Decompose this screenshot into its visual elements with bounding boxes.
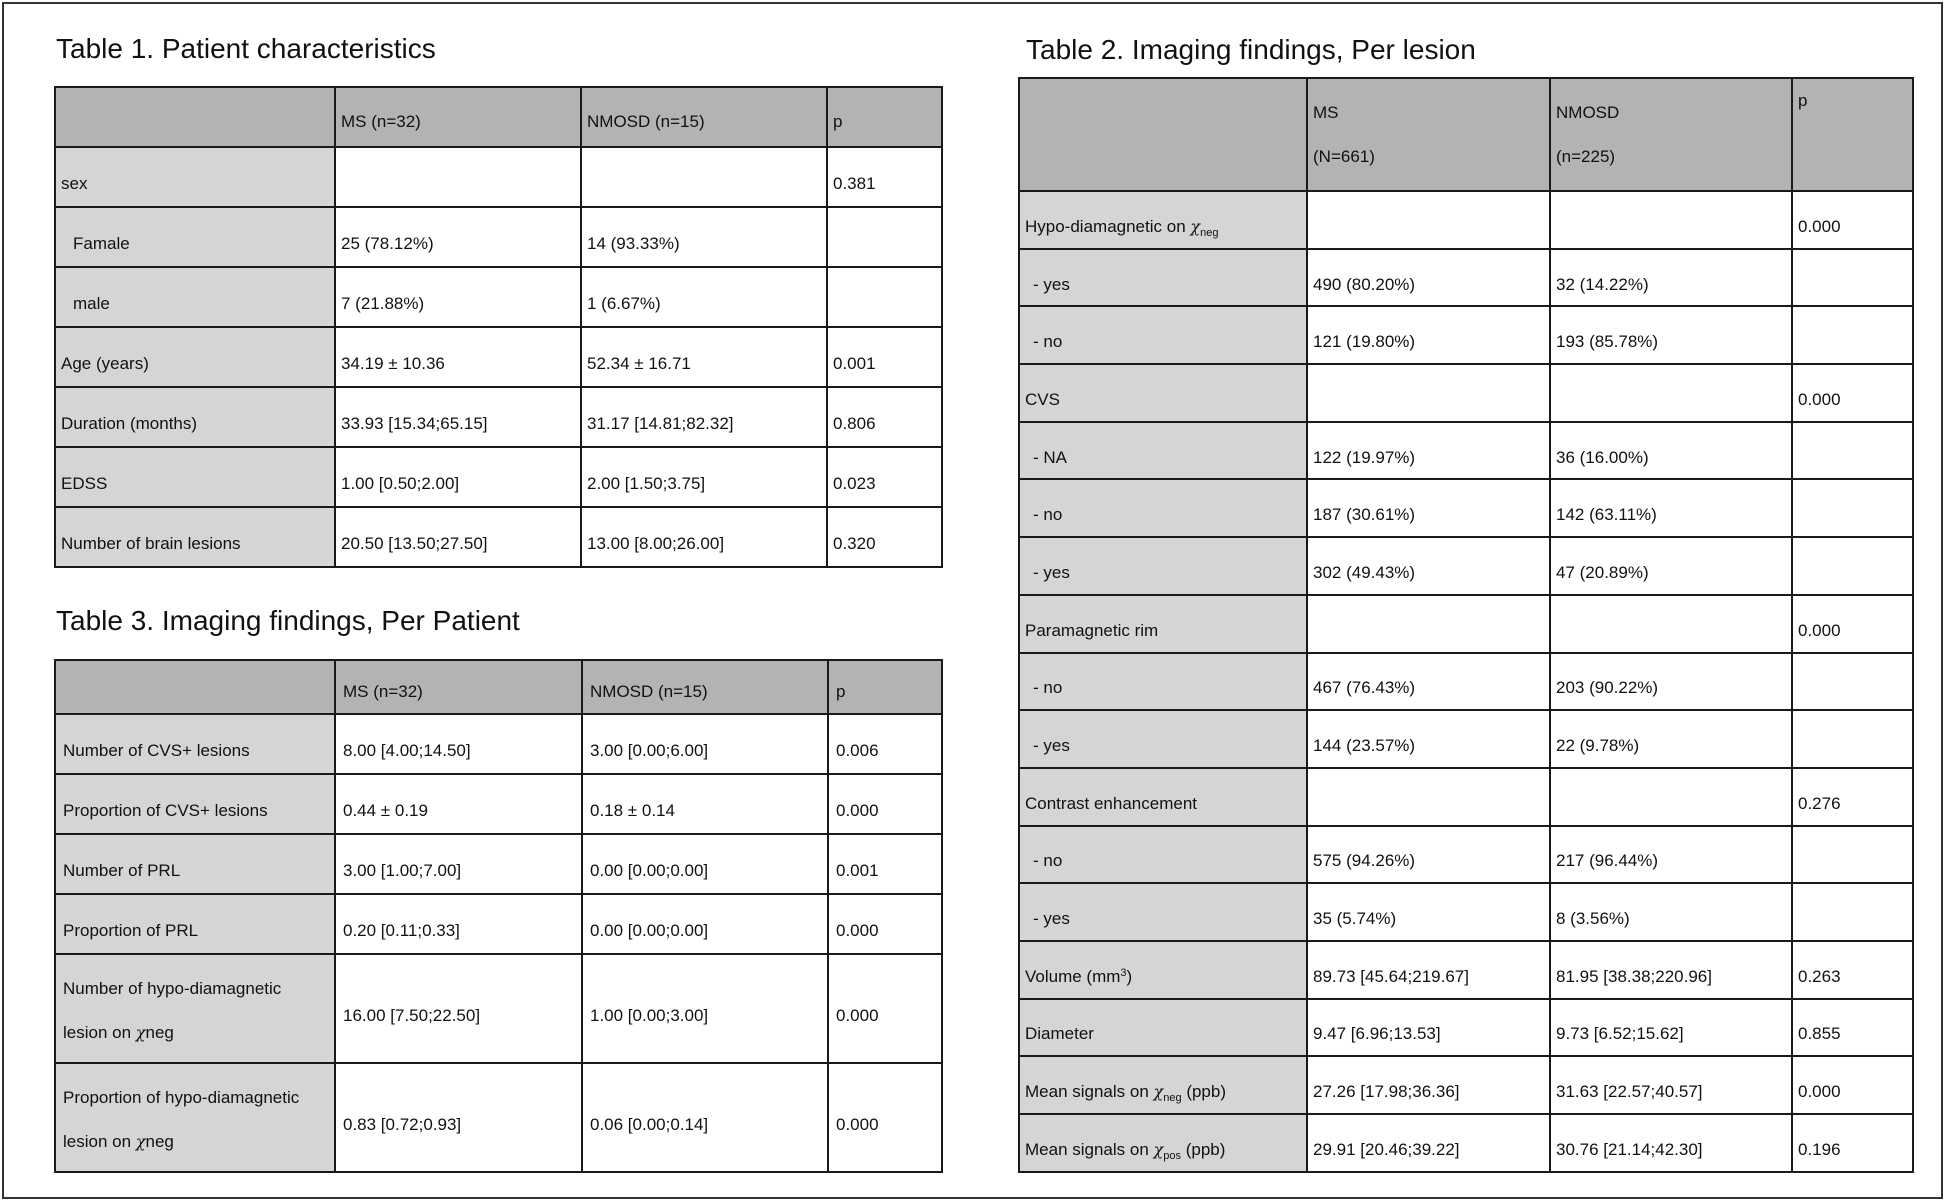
row-label: CVS	[1019, 364, 1307, 422]
nmosd-value: 217 (96.44%)	[1550, 826, 1792, 884]
p-value: 0.006	[828, 714, 942, 774]
table-row	[55, 774, 942, 834]
table2-body	[1019, 191, 1913, 1172]
table-row	[1019, 364, 1913, 422]
row-label: male	[55, 267, 335, 327]
p-value	[1792, 883, 1913, 941]
row-label: Number of hypo-diamagnetic lesion on χneg	[55, 954, 335, 1063]
row-label: EDSS	[55, 447, 335, 507]
ms-value: 490 (80.20%)	[1307, 249, 1550, 307]
nmosd-value	[1550, 364, 1792, 422]
nmosd-value: 52.34 ± 16.71	[581, 327, 827, 387]
nmosd-value: 1 (6.67%)	[581, 267, 827, 327]
table-row	[1019, 191, 1913, 249]
nmosd-value: 13.00 [8.00;26.00]	[581, 507, 827, 567]
table-row	[55, 834, 942, 894]
table2-title: Table 2. Imaging findings, Per lesion	[1026, 34, 1476, 65]
table2-header-nmosd: NMOSD (n=225)	[1550, 78, 1792, 191]
ms-value: 467 (76.43%)	[1307, 653, 1550, 711]
ms-value: 16.00 [7.50;22.50]	[335, 954, 582, 1063]
table-row	[1019, 941, 1913, 999]
ms-value: 8.00 [4.00;14.50]	[335, 714, 582, 774]
ms-value	[1307, 595, 1550, 653]
nmosd-value: 0.18 ± 0.14	[582, 774, 828, 834]
ms-value: 7 (21.88%)	[335, 267, 581, 327]
p-value	[1792, 479, 1913, 537]
p-value	[1792, 422, 1913, 480]
row-label: Proportion of CVS+ lesions	[55, 774, 335, 834]
table2-header-row	[1019, 78, 1913, 191]
row-label: - no	[1019, 479, 1307, 537]
ms-value	[1307, 191, 1550, 249]
ms-value	[1307, 364, 1550, 422]
table-row	[55, 327, 942, 387]
table-row	[1019, 1114, 1913, 1172]
p-value	[827, 267, 942, 327]
chi-symbol: χ	[1153, 1082, 1164, 1102]
row-label: Volume $(mm^3)$	[1019, 941, 1307, 999]
table1-header-row	[55, 87, 942, 147]
row-label: - yes	[1019, 249, 1307, 307]
nmosd-value: 193 (85.78%)	[1550, 306, 1792, 364]
nmosd-value	[1550, 595, 1792, 653]
row-label: Paramagnetic rim	[1019, 595, 1307, 653]
table-row	[1019, 653, 1913, 711]
table-row	[55, 714, 942, 774]
p-value: 0.000	[1792, 364, 1913, 422]
nmosd-value: 32 (14.22%)	[1550, 249, 1792, 307]
row-label: Mean signals on $\chi_{neg}$ (ppb)	[1019, 1056, 1307, 1114]
table-row	[55, 207, 942, 267]
p-value: 0.000	[828, 774, 942, 834]
ms-value: 34.19 ± 10.36	[335, 327, 581, 387]
p-value: 0.000	[828, 894, 942, 954]
table1-patient-characteristics	[54, 86, 943, 568]
nmosd-value: 81.95 [38.38;220.96]	[1550, 941, 1792, 999]
nmosd-value: 3.00 [0.00;6.00]	[582, 714, 828, 774]
p-value	[1792, 710, 1913, 768]
p-value: 0.320	[827, 507, 942, 567]
ms-value: 1.00 [0.50;2.00]	[335, 447, 581, 507]
table3-header-ms: MS (n=32)	[335, 660, 582, 714]
ms-value: 89.73 [45.64;219.67]	[1307, 941, 1550, 999]
table-row	[1019, 1056, 1913, 1114]
p-value: 0.000	[1792, 1056, 1913, 1114]
table-row	[55, 507, 942, 567]
p-value: 0.381	[827, 147, 942, 207]
row-label: Famale	[55, 207, 335, 267]
ms-value: 20.50 [13.50;27.50]	[335, 507, 581, 567]
table-row	[1019, 883, 1913, 941]
nmosd-value: 31.63 [22.57;40.57]	[1550, 1056, 1792, 1114]
p-value	[1792, 537, 1913, 595]
nmosd-value: 203 (90.22%)	[1550, 653, 1792, 711]
table2-imaging-per-lesion	[1018, 77, 1914, 1173]
row-label: - yes	[1019, 883, 1307, 941]
table-row	[55, 267, 942, 327]
row-label: Mean signals on $\chi_{pos}$ (ppb)	[1019, 1114, 1307, 1172]
ms-value: 121 (19.80%)	[1307, 306, 1550, 364]
table-row	[1019, 537, 1913, 595]
nmosd-value: 1.00 [0.00;3.00]	[582, 954, 828, 1063]
table-row	[1019, 999, 1913, 1057]
table1-header-ms: MS (n=32)	[335, 87, 581, 147]
row-label: Hypo-diamagnetic on $\chi_{neg}$	[1019, 191, 1307, 249]
ms-value: 187 (30.61%)	[1307, 479, 1550, 537]
p-value: 0.000	[1792, 191, 1913, 249]
subscript: pos	[1163, 1149, 1181, 1162]
p-value	[1792, 653, 1913, 711]
nmosd-value: 2.00 [1.50;3.75]	[581, 447, 827, 507]
p-value: 0.000	[1792, 595, 1913, 653]
nmosd-value: 142 (63.11%)	[1550, 479, 1792, 537]
table2-header-blank	[1019, 78, 1307, 191]
row-label: Proportion of PRL	[55, 894, 335, 954]
ms-value: 0.20 [0.11;0.33]	[335, 894, 582, 954]
p-value: 0.276	[1792, 768, 1913, 826]
row-label: Number of CVS+ lesions	[55, 714, 335, 774]
row-label: - no	[1019, 306, 1307, 364]
ms-value: 35 (5.74%)	[1307, 883, 1550, 941]
nmosd-value: 0.00 [0.00;0.00]	[582, 894, 828, 954]
table1-title: Table 1. Patient characteristics	[56, 33, 436, 64]
p-value: 0.806	[827, 387, 942, 447]
row-label: sex	[55, 147, 335, 207]
p-value: 0.023	[827, 447, 942, 507]
table-row	[1019, 826, 1913, 884]
nmosd-value: 0.06 [0.00;0.14]	[582, 1063, 828, 1172]
nmosd-value: 31.17 [14.81;82.32]	[581, 387, 827, 447]
p-value	[1792, 826, 1913, 884]
ms-value: 122 (19.97%)	[1307, 422, 1550, 480]
table-row	[1019, 768, 1913, 826]
p-value: 0.001	[827, 327, 942, 387]
row-label: Number of PRL	[55, 834, 335, 894]
row-label: Proportion of hypo-diamagnetic lesion on χneg	[55, 1063, 335, 1172]
row-label: - no	[1019, 653, 1307, 711]
ms-value	[1307, 768, 1550, 826]
table-row	[1019, 306, 1913, 364]
ms-value: 9.47 [6.96;13.53]	[1307, 999, 1550, 1057]
ms-value: 29.91 [20.46;39.22]	[1307, 1114, 1550, 1172]
nmosd-value: 14 (93.33%)	[581, 207, 827, 267]
table-row	[55, 954, 942, 1063]
nmosd-value: 0.00 [0.00;0.00]	[582, 834, 828, 894]
ms-value	[335, 147, 581, 207]
chi-symbol: χ	[1153, 1139, 1164, 1159]
table-row	[1019, 479, 1913, 537]
p-value: 0.855	[1792, 999, 1913, 1057]
p-value	[827, 207, 942, 267]
table3-header-p: p	[828, 660, 942, 714]
superscript: 3	[1120, 966, 1127, 979]
row-label: Diameter	[1019, 999, 1307, 1057]
table2-header-p: p	[1792, 78, 1913, 191]
table1-header-blank	[55, 87, 335, 147]
ms-value: 25 (78.12%)	[335, 207, 581, 267]
nmosd-value: 36 (16.00%)	[1550, 422, 1792, 480]
subscript: neg	[1163, 1092, 1182, 1105]
table-row	[55, 1063, 942, 1172]
row-label: Duration (months)	[55, 387, 335, 447]
table3-header-blank	[55, 660, 335, 714]
table-row	[1019, 422, 1913, 480]
p-value: 0.263	[1792, 941, 1913, 999]
nmosd-value: 22 (9.78%)	[1550, 710, 1792, 768]
nmosd-value: 8 (3.56%)	[1550, 883, 1792, 941]
p-value: 0.000	[828, 954, 942, 1063]
table3-header-row	[55, 660, 942, 714]
p-value	[1792, 306, 1913, 364]
nmosd-value	[1550, 191, 1792, 249]
table3-imaging-per-patient	[54, 659, 943, 1173]
p-value: 0.196	[1792, 1114, 1913, 1172]
table-row	[55, 147, 942, 207]
table-row	[55, 447, 942, 507]
subscript: neg	[1200, 226, 1219, 239]
row-label: - yes	[1019, 710, 1307, 768]
nmosd-value: 9.73 [6.52;15.62]	[1550, 999, 1792, 1057]
row-label: Age (years)	[55, 327, 335, 387]
ms-value: 144 (23.57%)	[1307, 710, 1550, 768]
ms-value: 302 (49.43%)	[1307, 537, 1550, 595]
table3-title: Table 3. Imaging findings, Per Patient	[56, 605, 520, 636]
table3-header-nmosd: NMOSD (n=15)	[582, 660, 828, 714]
ms-value: 33.93 [15.34;65.15]	[335, 387, 581, 447]
table-row	[1019, 595, 1913, 653]
table-row	[55, 894, 942, 954]
table-row	[1019, 710, 1913, 768]
p-value: 0.001	[828, 834, 942, 894]
table2-header-ms: MS (N=661)	[1307, 78, 1550, 191]
table-row	[55, 387, 942, 447]
ms-value: 575 (94.26%)	[1307, 826, 1550, 884]
table-row	[1019, 249, 1913, 307]
ms-value: 3.00 [1.00;7.00]	[335, 834, 582, 894]
row-label: Contrast enhancement	[1019, 768, 1307, 826]
chi-symbol: χ	[1190, 216, 1201, 236]
nmosd-value: 30.76 [21.14;42.30]	[1550, 1114, 1792, 1172]
chi-symbol: χ	[135, 1131, 146, 1151]
row-label: Number of brain lesions	[55, 507, 335, 567]
nmosd-value	[1550, 768, 1792, 826]
row-label: - NA	[1019, 422, 1307, 480]
p-value: 0.000	[828, 1063, 942, 1172]
nmosd-value: 47 (20.89%)	[1550, 537, 1792, 595]
ms-value: 27.26 [17.98;36.36]	[1307, 1056, 1550, 1114]
table1-header-p: p	[827, 87, 942, 147]
ms-value: 0.83 [0.72;0.93]	[335, 1063, 582, 1172]
ms-value: 0.44 ± 0.19	[335, 774, 582, 834]
chi-symbol: χ	[135, 1022, 146, 1042]
p-value	[1792, 249, 1913, 307]
nmosd-value	[581, 147, 827, 207]
row-label: - yes	[1019, 537, 1307, 595]
table1-header-nmosd: NMOSD (n=15)	[581, 87, 827, 147]
row-label: - no	[1019, 826, 1307, 884]
